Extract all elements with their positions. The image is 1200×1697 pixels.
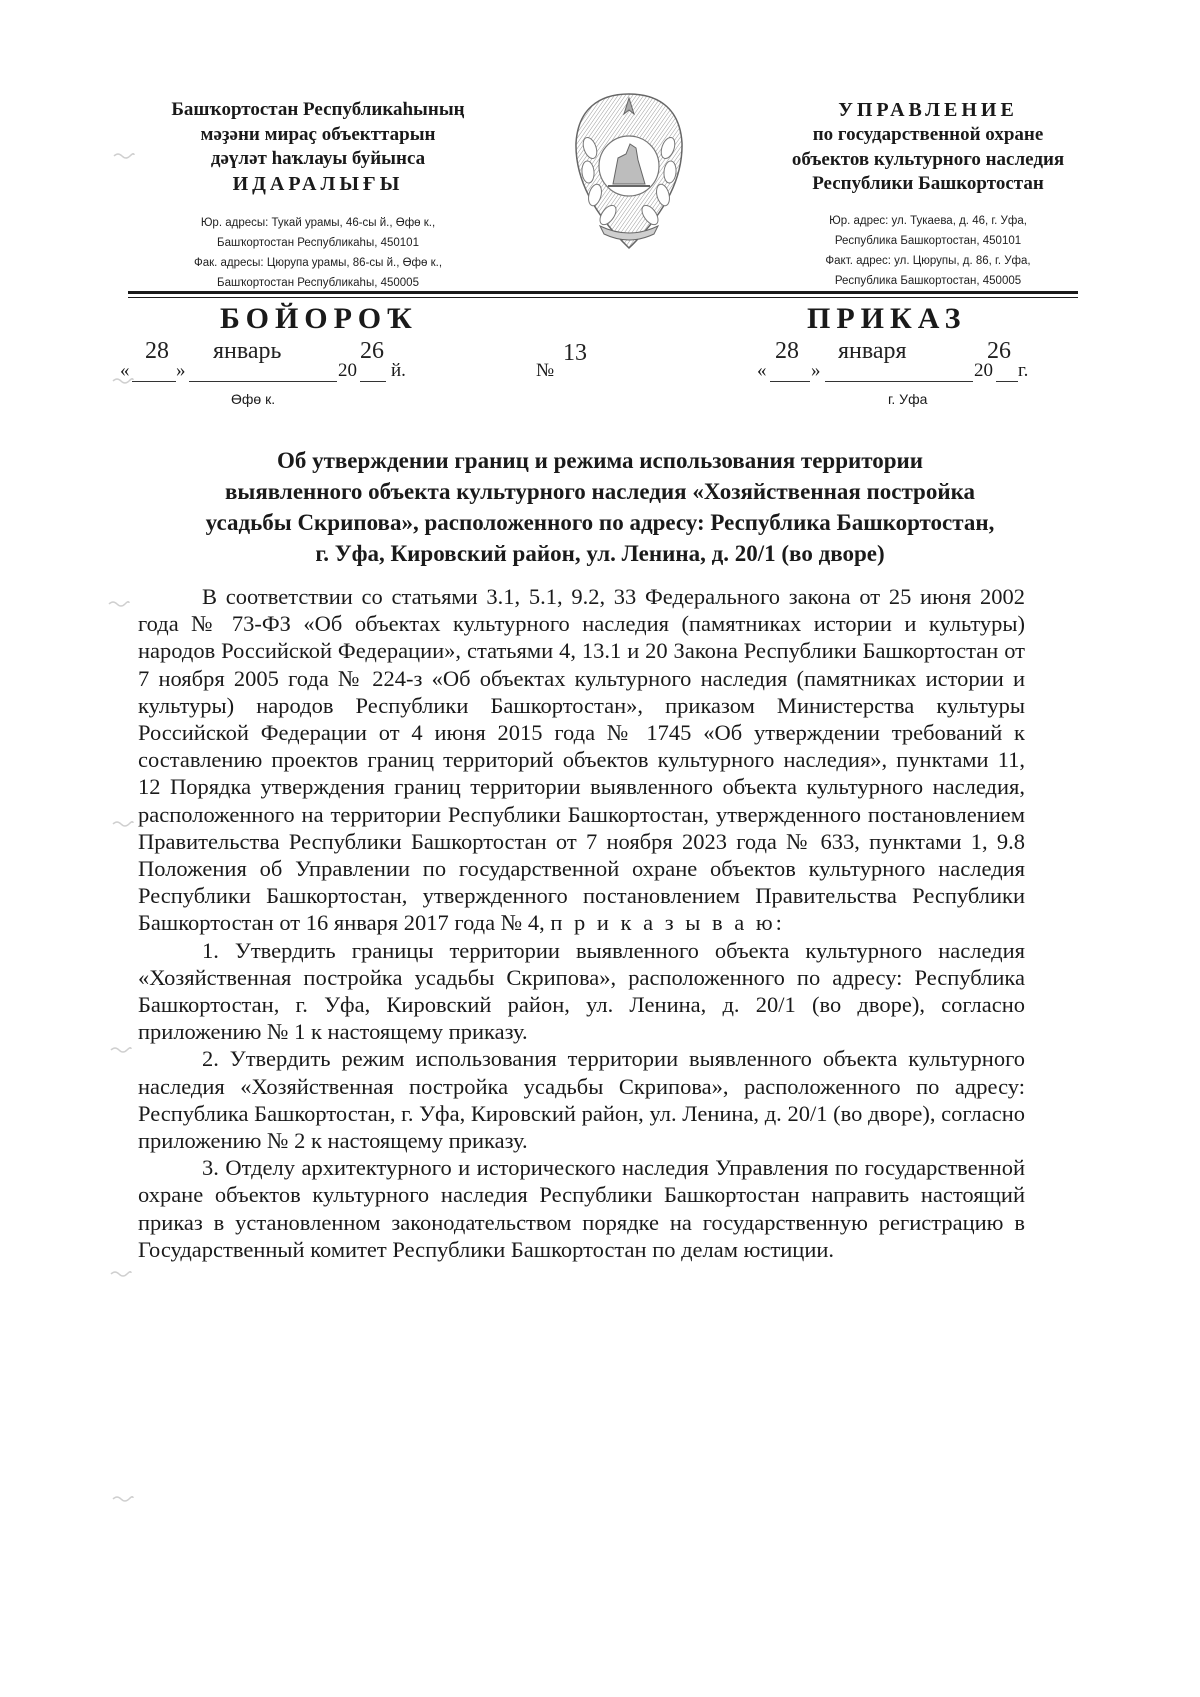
document-body	[138, 583, 1025, 1263]
title-line: г. Уфа, Кировский район, ул. Ленина, д. 20/1 (во дворе)	[315, 541, 885, 566]
org-name-line: Республики Башкортостан	[812, 173, 1044, 194]
header-right-org	[748, 98, 1108, 291]
quote-open: «	[120, 360, 130, 381]
city-left: Өфө к.	[231, 391, 276, 407]
scan-speck	[108, 600, 130, 608]
title-line: выявленного объекта культурного наследия «Хозяйственная постройка	[224, 479, 975, 504]
address-line: Башҡортостан Республикаһы, 450005	[217, 276, 419, 289]
scan-speck	[113, 152, 135, 160]
header-divider	[128, 291, 1078, 294]
quote-open: «	[757, 360, 767, 381]
address-line: Фак. адресы: Цюрупа урамы, 86-сы й., Өфө к.,	[193, 256, 443, 269]
address-line: Факт. адрес: ул. Цюрупы, д. 86, г. Уфа,	[825, 254, 1031, 267]
day-underline	[132, 381, 176, 382]
date-day: 28	[145, 338, 169, 364]
order-item: 3. Отделу архитектурного и исторического наследия Управления по государственной охране объектов культурного наследия Республики Башкортостан направить настоящий приказ в установленном законодательством порядке на государственную регистрацию в Государственный комитет Республики Башкортостан по делам юстиции.	[138, 1155, 1025, 1262]
year-prefix: 20	[974, 360, 993, 381]
address-line: Юр. адрес: ул. Тукаева, д. 46, г. Уфа,	[829, 214, 1027, 227]
scan-speck	[112, 1495, 134, 1503]
scan-speck	[112, 820, 134, 828]
date-year: 26	[987, 338, 1011, 364]
title-line: Об утверждении границ и режима использования территории	[276, 448, 924, 473]
year-prefix: 20	[338, 360, 357, 381]
address-line: Республика Башкортостан, 450005	[834, 274, 1022, 287]
address-line: Юр. адресы: Тукай урамы, 46-сы й., Өфө к.,	[200, 216, 436, 229]
org-address	[748, 211, 1108, 291]
org-name-line: мәҙәни мираҫ объекттарын	[200, 123, 436, 145]
quote-close: »	[811, 360, 821, 381]
quote-close: »	[176, 360, 186, 381]
month-underline	[825, 381, 973, 382]
month-underline	[189, 381, 337, 382]
scan-speck	[112, 377, 134, 385]
doc-type-left: БОЙОРОҠ	[220, 302, 418, 335]
document-title	[135, 445, 1065, 569]
org-address	[118, 213, 518, 293]
scan-speck	[110, 1270, 132, 1278]
number-value: 13	[563, 340, 587, 366]
year-suffix: й.	[391, 360, 406, 381]
org-name-line: Башҡортостан Республикаһының	[171, 99, 465, 120]
header-divider	[128, 297, 1078, 298]
org-title: УПРАВЛЕНИЕ	[838, 99, 1018, 121]
day-underline	[770, 381, 810, 382]
date-month: января	[838, 338, 907, 364]
date-year: 26	[360, 338, 384, 364]
order-item: 1. Утвердить границы территории выявленного объекта культурного наследия «Хозяйственная постройка усадьбы Скрипова», расположенного по адресу: Республика Башкортостан, г. Уфа, Кировский район, ул. Ленина, д. 20/1 (во дворе), согласно приложению № 1 к настоящему приказу.	[138, 937, 1025, 1045]
title-line: усадьбы Скрипова», расположенного по адресу: Республика Башкортостан,	[205, 510, 995, 535]
scan-speck	[110, 1046, 132, 1054]
date-month: январь	[213, 338, 282, 364]
year-underline	[996, 381, 1018, 382]
order-word: п р и к а з ы в а ю:	[550, 910, 785, 936]
number-label: №	[536, 360, 555, 381]
order-item: 2. Утвердить режим использования территории выявленного объекта культурного наследия «Хозяйственная постройка усадьбы Скрипова», расположенного по адресу: Республика Башкортостан, г. Уфа, Кировский район, ул. Ленина, д. 20/1 (во дворе), согласно приложению № 2 к настоящему приказу.	[138, 1046, 1025, 1154]
city-right: г. Уфа	[888, 391, 928, 407]
year-suffix: г.	[1018, 360, 1029, 381]
doc-type-right: ПРИКАЗ	[807, 302, 967, 335]
org-title: ИДАРАЛЫҒЫ	[232, 172, 404, 195]
coat-of-arms-icon	[568, 88, 690, 256]
org-name-line: по государственной охране	[812, 124, 1044, 145]
org-name-line: объектов культурного наследия	[791, 148, 1065, 170]
org-name-line: дәүләт һаҡлауы буйынса	[210, 148, 426, 169]
address-line: Республика Башкортостан, 450101	[834, 234, 1022, 247]
header-left-org	[118, 98, 518, 293]
year-underline	[360, 381, 386, 382]
preamble-text: В соответствии со статьями 3.1, 5.1, 9.2, 33 Федерального закона от 25 июня 2002 года № 73-ФЗ «Об объектах культурного наследия (памятниках истории и культуры) народов Российской Федерации», статьями 4, 13.1 и 20 Закона Республики Башкортостан от 7 ноября 2005 года № 224-з «Об объектах культурного наследия (памятниках истории и культуры) народов Республики Башкортостан», приказом Министерства культуры Российской Федерации от 4 июня 2015 года № 1745 «Об утверждении требований к составлению проектов границ территорий объектов культурного наследия», пунктами 11, 12 Порядка утверждения границ территории выявленного объекта культурного наследия, расположенного на территории Республики Башкортостан, утвержденного постановлением Правительства Республики Башкортостан от 7 ноября 2023 года № 633, пунктами 1, 9.8 Положения об Управлении по государственной охране объектов культурного наследия Республики Башкортостан, утвержденного постановлением Правительства Республики Башкортостан от 16 января 2017 года № 4,	[138, 584, 1025, 936]
date-day: 28	[775, 338, 799, 364]
address-line: Башҡортостан Республикаһы, 450101	[217, 236, 419, 249]
preamble-paragraph	[138, 583, 1025, 937]
